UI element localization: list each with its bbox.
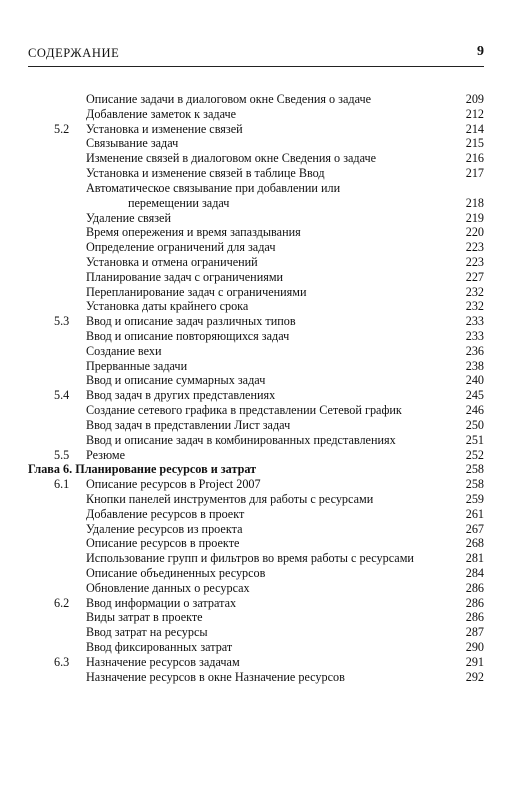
toc-page-number: 290 xyxy=(465,640,484,655)
toc-page-number: 220 xyxy=(465,225,484,240)
toc-section-number: 5.4 xyxy=(54,388,70,403)
toc-page-number: 215 xyxy=(465,136,484,151)
toc-page-number: 212 xyxy=(465,106,484,121)
toc-page-number: 238 xyxy=(465,358,484,373)
toc-page-number: 227 xyxy=(465,269,484,284)
toc-entry xyxy=(28,285,484,300)
toc-entry xyxy=(28,551,484,566)
toc-entry xyxy=(28,107,484,122)
toc-entry xyxy=(28,522,484,537)
toc-entry xyxy=(28,596,484,611)
toc-entry xyxy=(28,566,484,581)
running-header xyxy=(28,46,484,66)
toc-entry xyxy=(28,373,484,388)
toc-entry xyxy=(28,477,484,492)
toc-entry-title: Ввод задач в представлении Лист задач xyxy=(86,417,291,432)
toc-entry-title: Ввод и описание суммарных задач xyxy=(86,373,266,388)
page-number: 9 xyxy=(477,44,484,59)
toc-entry xyxy=(28,329,484,344)
toc-page-number: 267 xyxy=(465,521,484,536)
toc-page-number: 216 xyxy=(465,151,484,166)
toc-entry-title xyxy=(28,462,256,477)
toc-entry-title: Ввод и описание повторяющихся задач xyxy=(86,329,290,343)
toc-entry-title: Установка и изменение связей xyxy=(86,121,243,136)
toc-entry xyxy=(28,211,484,226)
toc-section-number: 6.3 xyxy=(54,654,70,669)
toc-page-number: 286 xyxy=(465,595,484,610)
toc-entry-title: Ввод информации о затратах xyxy=(86,595,237,610)
toc-entry-title: Планирование задач с ограничениями xyxy=(86,269,284,284)
toc-section-number: 5.2 xyxy=(54,121,70,136)
toc-page-number: 268 xyxy=(465,536,484,551)
header-rule xyxy=(28,66,484,67)
toc-entry-title: Кнопки панелей инструментов для работы с ресурсами xyxy=(86,491,374,506)
toc-page-number: 261 xyxy=(465,506,484,521)
toc-entry xyxy=(28,240,484,255)
toc-page-number: 232 xyxy=(465,284,484,299)
toc-entry xyxy=(28,225,484,240)
toc-entry-title: Удаление связей xyxy=(86,210,171,225)
toc-entry-title: Обновление данных о ресурсах xyxy=(86,580,250,595)
toc-entry-title: Удаление ресурсов из проекта xyxy=(86,521,243,536)
toc-chapter-label: Глава 6. xyxy=(28,462,73,477)
toc-entry xyxy=(28,92,484,107)
toc-page-number: 232 xyxy=(465,299,484,314)
toc-entry-title: Создание вехи xyxy=(86,343,162,358)
toc-entry-title: Описание объединенных ресурсов xyxy=(86,566,266,580)
toc-section-number: 5.5 xyxy=(54,447,70,462)
toc-entry xyxy=(28,136,484,151)
toc-entry xyxy=(28,403,484,418)
toc-entry xyxy=(28,359,484,374)
toc-entry xyxy=(28,122,484,137)
toc-entry-title: Виды затрат в проекте xyxy=(86,610,203,625)
toc-page-number: 284 xyxy=(465,566,484,580)
toc-chapter-entry xyxy=(28,462,484,477)
toc-entry xyxy=(28,507,484,522)
toc-entry-title: Перепланирование задач с ограничениями xyxy=(86,284,307,299)
toc-page-number: 287 xyxy=(465,625,484,640)
toc-page-number: 286 xyxy=(465,610,484,625)
toc-entry-title: Связывание задач xyxy=(86,136,179,151)
toc-entry-title: Ввод задач в других представлениях xyxy=(86,388,276,403)
toc-entry-title: Добавление заметок к задаче xyxy=(86,106,237,121)
toc-page-number: 252 xyxy=(465,447,484,462)
toc-entry-title: Установка даты крайнего срока xyxy=(86,299,249,314)
table-of-contents xyxy=(28,92,484,685)
toc-entry-title: Ввод фиксированных затрат xyxy=(86,640,233,655)
toc-page-number: 292 xyxy=(465,669,484,684)
toc-entry xyxy=(28,166,484,181)
toc-entry xyxy=(28,270,484,285)
toc-entry-title: перемещении задач xyxy=(128,195,230,210)
toc-entry-title: Описание ресурсов в Project 2007 xyxy=(86,477,261,492)
toc-entry-title: Использование групп и фильтров во время работы с ресурсами xyxy=(86,551,414,566)
toc-entry-title: Ввод затрат на ресурсы xyxy=(86,625,208,640)
toc-page-number: 233 xyxy=(465,329,484,343)
toc-entry xyxy=(28,344,484,359)
toc-entry xyxy=(28,433,484,448)
toc-entry-title: Назначение ресурсов задачам xyxy=(86,654,240,669)
toc-section-number: 6.1 xyxy=(54,477,70,492)
running-header-title: СОДЕРЖАНИЕ xyxy=(28,46,120,60)
toc-entry xyxy=(28,492,484,507)
toc-page-number: 209 xyxy=(465,92,484,106)
toc-page-number: 219 xyxy=(465,210,484,225)
toc-entry xyxy=(28,314,484,329)
toc-entry xyxy=(28,536,484,551)
toc-entry-title: Резюме xyxy=(86,447,126,462)
toc-entry-title: Изменение связей в диалоговом окне Сведения о задаче xyxy=(86,151,377,166)
toc-entry-title: Ввод и описание задач в комбинированных представлениях xyxy=(86,432,396,447)
toc-page-number: 218 xyxy=(465,195,484,210)
toc-page-number: 286 xyxy=(465,580,484,595)
toc-entry-title: Создание сетевого графика в представлении Сетевой график xyxy=(86,403,402,418)
toc-entry-title: Описание задачи в диалоговом окне Сведения о задаче xyxy=(86,92,372,106)
toc-page-number: 236 xyxy=(465,343,484,358)
toc-section-number: 5.3 xyxy=(54,314,70,329)
toc-section-number: 6.2 xyxy=(54,595,70,610)
toc-page-number: 246 xyxy=(465,403,484,418)
toc-page-number: 223 xyxy=(465,254,484,269)
toc-entry-title: Назначение ресурсов в окне Назначение ресурсов xyxy=(86,669,345,684)
toc-page-number: 214 xyxy=(465,121,484,136)
toc-chapter-title: Планирование ресурсов и затрат xyxy=(75,462,257,477)
toc-entry xyxy=(28,581,484,596)
toc-entry xyxy=(28,151,484,166)
toc-entry-title: Описание ресурсов в проекте xyxy=(86,536,240,551)
toc-page-number: 259 xyxy=(465,491,484,506)
toc-entry-title: Время опережения и время запаздывания xyxy=(86,225,301,240)
toc-entry-title: Ввод и описание задач различных типов xyxy=(86,314,296,329)
toc-entry xyxy=(28,655,484,670)
toc-entry xyxy=(28,640,484,655)
toc-page-number: 240 xyxy=(465,373,484,388)
toc-page-number: 245 xyxy=(465,388,484,403)
toc-entry-title: Добавление ресурсов в проект xyxy=(86,506,245,521)
toc-entry xyxy=(28,418,484,433)
toc-entry xyxy=(28,299,484,314)
toc-page-number: 281 xyxy=(465,551,484,566)
toc-entry xyxy=(28,625,484,640)
toc-page-number: 223 xyxy=(465,240,484,255)
toc-entry xyxy=(28,448,484,463)
toc-entry-title: Установка и отмена ограничений xyxy=(86,254,258,269)
toc-page-number: 291 xyxy=(465,654,484,669)
toc-entry xyxy=(28,388,484,403)
toc-page-number: 251 xyxy=(465,432,484,447)
toc-page-number: 250 xyxy=(465,417,484,432)
toc-entry xyxy=(28,181,484,196)
toc-page-number: 258 xyxy=(465,477,484,492)
toc-entry xyxy=(28,196,484,211)
toc-page-number: 258 xyxy=(465,462,484,477)
toc-entry-title: Автоматическое связывание при добавлении или xyxy=(86,180,341,195)
toc-entry xyxy=(28,670,484,685)
toc-entry-title: Определение ограничений для задач xyxy=(86,240,276,255)
toc-entry-title: Прерванные задачи xyxy=(86,358,188,373)
toc-entry-title: Установка и изменение связей в таблице Ввод xyxy=(86,166,325,181)
toc-entry xyxy=(28,610,484,625)
toc-page-number: 233 xyxy=(465,314,484,329)
toc-page-number: 217 xyxy=(465,166,484,181)
toc-entry xyxy=(28,255,484,270)
